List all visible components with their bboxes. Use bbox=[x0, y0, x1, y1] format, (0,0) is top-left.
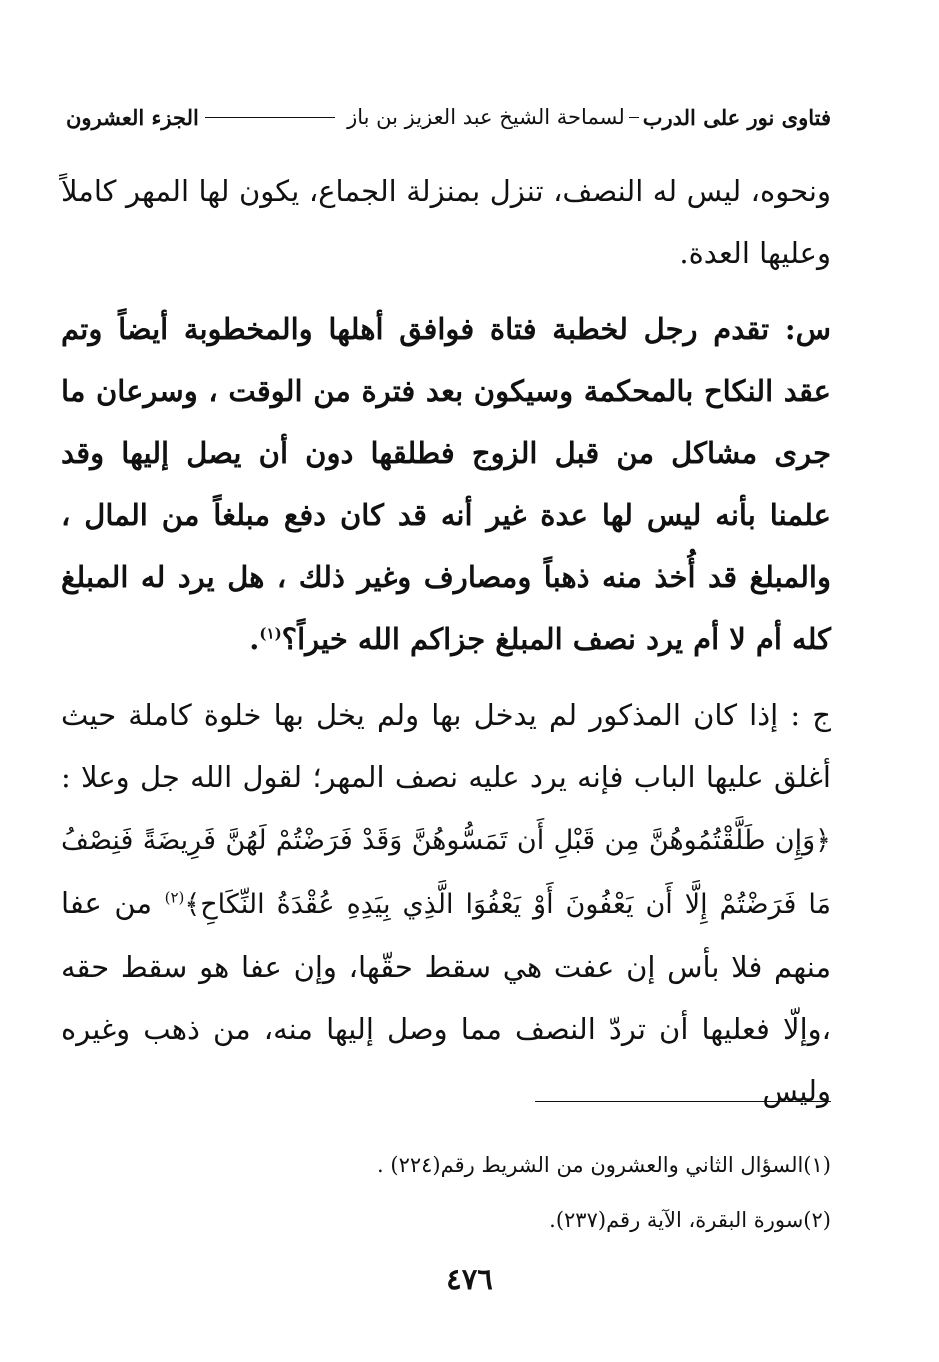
question-text: تقدم رجل لخطبة فتاة فوافق أهلها والمخطوبة أيضاً وتم عقد النكاح بالمحكمة وسيكون بعد فترة من الوقت ، وسرعان ما جرى مشاكل من قبل الزوج فطلقها دون أن يصل إليها وقد علمنا بأنه ليس لها عدة غير أنه قد كان دفع مبلغاً من المال ، والمبلغ قد أُخذ منه ذهباً ومصارف وغير ذلك ، هل يرد له المبلغ كله أم لا أم يرد نصف المبلغ جزاكم الله خيراً؟ bbox=[61, 312, 831, 656]
quran-close-bracket: ﴾ bbox=[184, 889, 201, 920]
intro-paragraph bbox=[61, 160, 831, 284]
volume-label: الجزء العشرون bbox=[66, 104, 199, 130]
answer-label: ج : bbox=[790, 698, 832, 732]
footnotes bbox=[61, 1138, 831, 1248]
footnote-rule bbox=[535, 1101, 831, 1102]
answer-text-1: إذا كان المذكور لم يدخل بها ولم يخل بها خلوة كاملة حيث أغلق عليها الباب فإنه يرد عليه نصف المهر؛ لقول الله جل وعلا : bbox=[61, 698, 831, 794]
author-line: لسماحة الشيخ عبد العزيز بن باز bbox=[347, 105, 625, 129]
quran-text: وَإِن طَلَّقْتُمُوهُنَّ مِن قَبْلِ أَن تَمَسُّوهُنَّ وَقَدْ فَرَضْتُمْ لَهُنَّ فَرِيضَةً فَنِصْفُ مَا فَرَضْتُمْ إِلَّا أَن يَعْفُونَ أَوْ يَعْفُوَا الَّذِي بِيَدِهِ عُقْدَةُ النِّكَاحِ bbox=[61, 825, 832, 920]
question-label: س: bbox=[784, 312, 831, 346]
footnote-1: (١)السؤال الثاني والعشرون من الشريط رقم(٢٢٤) . bbox=[377, 1153, 831, 1177]
answer-text-2: من عفا منهم فلا بأس إن عفت هي سقط حقّها، وإن عفا هو سقط حقه ،وإلّا فعليها أن تردّ النصف مما وصل إليها منه، من ذهب وغيره وليس bbox=[61, 886, 831, 1108]
header-separator bbox=[629, 117, 639, 118]
header-rule bbox=[205, 117, 335, 118]
intro-text: ونحوه، ليس له النصف، تنزل بمنزلة الجماع، يكون لها المهر كاملاً وعليها العدة. bbox=[61, 174, 831, 270]
book-title: فتاوى نور على الدرب bbox=[642, 104, 831, 130]
running-header bbox=[66, 100, 831, 134]
answer-paragraph bbox=[61, 684, 831, 1122]
main-text bbox=[61, 160, 831, 1122]
quran-open-bracket: ﴿ bbox=[815, 825, 831, 856]
page-number: ٤٧٦ bbox=[446, 1262, 493, 1296]
footnote-ref-2: (٢) bbox=[164, 888, 185, 907]
footnote-2: (٢)سورة البقرة، الآية رقم(٢٣٧). bbox=[549, 1208, 831, 1232]
footnote-ref-1: (١) bbox=[259, 624, 282, 643]
question-paragraph bbox=[61, 298, 831, 670]
question-end: . bbox=[249, 622, 260, 656]
